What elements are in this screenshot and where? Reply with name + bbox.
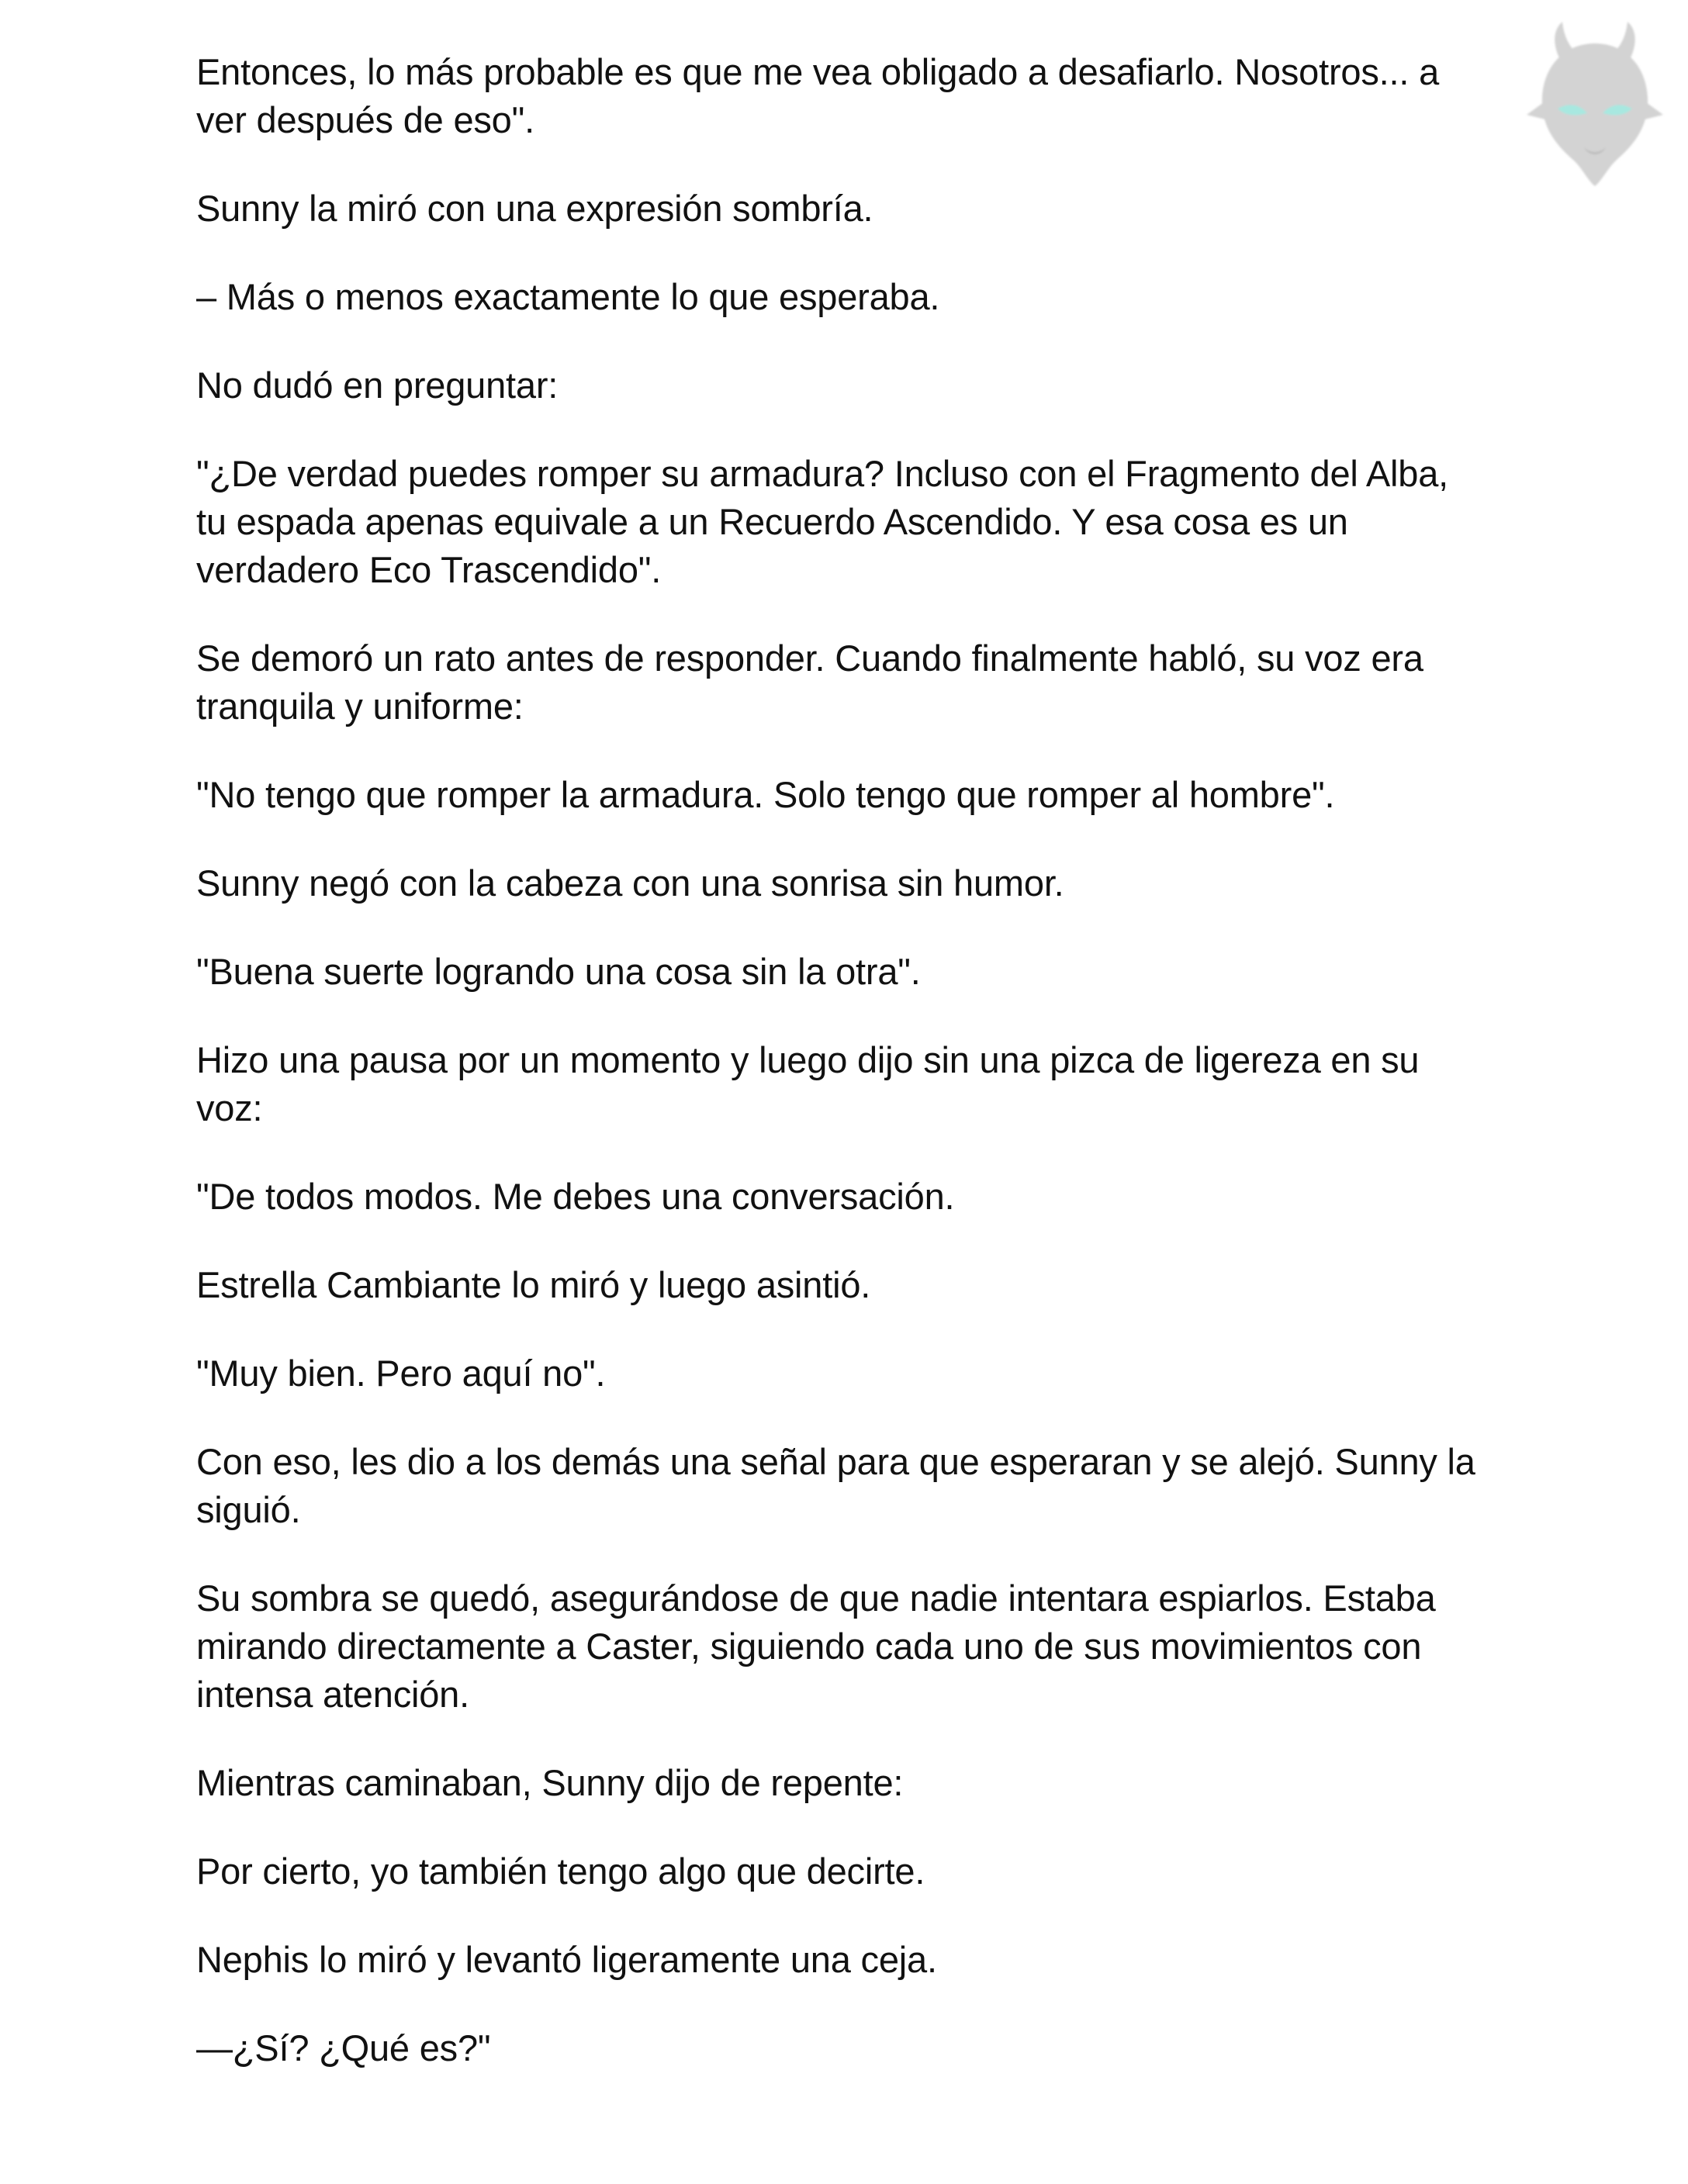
demon-head-icon xyxy=(1522,17,1668,188)
paragraph: Estrella Cambiante lo miró y luego asintió. xyxy=(196,1264,871,1305)
paragraph: —¿Sí? ¿Qué es?" xyxy=(196,2027,491,2068)
document-body xyxy=(196,48,1484,2113)
paragraph: Sunny negó con la cabeza con una sonrisa sin humor. xyxy=(196,862,1064,904)
paragraph: Entonces, lo más probable es que me vea obligado a desafiarlo. Nosotros... a ver después de eso". xyxy=(196,51,1440,140)
paragraph: – Más o menos exactamente lo que esperaba. xyxy=(196,276,940,317)
paragraph: Mientras caminaban, Sunny dijo de repente: xyxy=(196,1762,904,1803)
paragraph: "Muy bien. Pero aquí no". xyxy=(196,1353,606,1394)
paragraph: Sunny la miró con una expresión sombría. xyxy=(196,188,873,229)
paragraph: Se demoró un rato antes de responder. Cuando finalmente habló, su voz era tranquila y uniforme: xyxy=(196,638,1423,727)
paragraph: "De todos modos. Me debes una conversación. xyxy=(196,1176,955,1217)
paragraph: Por cierto, yo también tengo algo que decirte. xyxy=(196,1851,925,1892)
paragraph: Con eso, les dio a los demás una señal para que esperaran y se alejó. Sunny la siguió. xyxy=(196,1441,1475,1530)
paragraph: Su sombra se quedó, asegurándose de que nadie intentara espiarlos. Estaba mirando directamente a Caster, siguiendo cada uno de sus movimientos con intensa atención. xyxy=(196,1578,1436,1715)
paragraph: "¿De verdad puedes romper su armadura? Incluso con el Fragmento del Alba, tu espada apenas equivale a un Recuerdo Ascendido. Y esa cosa es un verdadero Eco Trascendido". xyxy=(196,453,1449,590)
paragraph: Hizo una pausa por un momento y luego dijo sin una pizca de ligereza en su voz: xyxy=(196,1039,1420,1128)
paragraph: No dudó en preguntar: xyxy=(196,365,559,406)
paragraph: "Buena suerte logrando una cosa sin la otra". xyxy=(196,951,921,992)
paragraph: "No tengo que romper la armadura. Solo tengo que romper al hombre". xyxy=(196,774,1335,815)
paragraph: Nephis lo miró y levantó ligeramente una ceja. xyxy=(196,1939,937,1980)
